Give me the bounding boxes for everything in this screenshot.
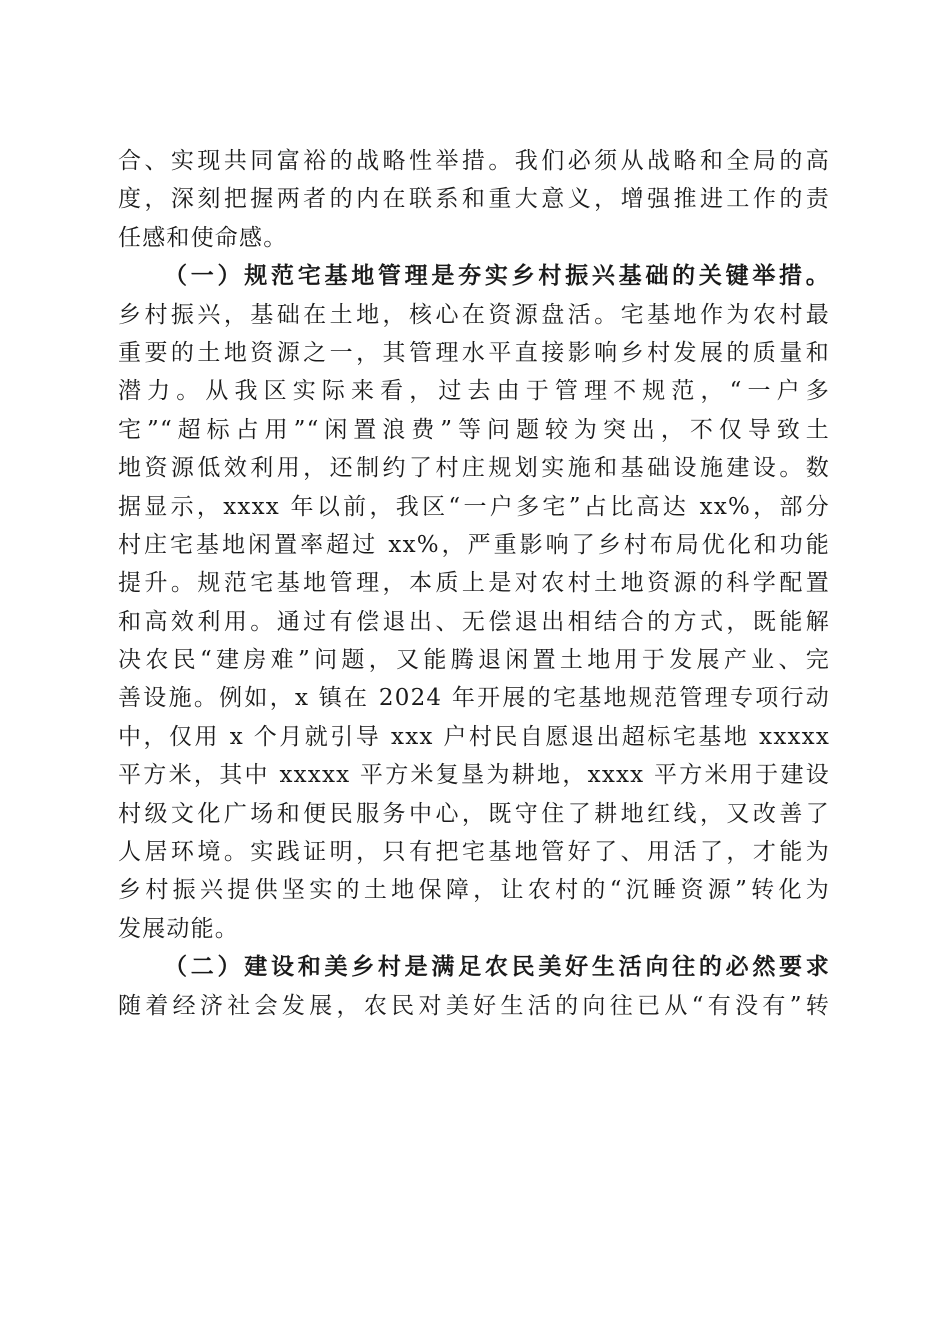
text-line: 人居环境。实践证明，只有把宅基地管好了、用活了，才能为 [118,839,830,866]
section-2-paragraph [118,948,830,1025]
text-line: 平方米，其中 xxxxx 平方米复垦为耕地，xxxx 平方米用于建设 [118,762,830,789]
text-line: 据显示，xxxx 年以前，我区“一户多宅”占比高达 xx%，部分 [118,493,830,520]
text-line: 和高效利用。通过有偿退出、无偿退出相结合的方式，既能解 [118,608,830,635]
text-line: 宅”“超标占用”“闲置浪费”等问题较为突出，不仅导致土 [118,416,830,443]
text-line: 提升。规范宅基地管理，本质上是对农村土地资源的科学配置 [118,570,830,597]
section-2-heading: （二）建设和美乡村是满足农民美好生活向往的必然要求 [164,953,830,981]
text-line: 发展动能。 [118,915,239,942]
text-line: 随着经济社会发展，农民对美好生活的向往已从“有没有”转 [118,992,830,1019]
section-1-heading: （一）规范宅基地管理是夯实乡村振兴基础的关键举措。 [164,262,830,290]
text-line: 乡村振兴，基础在土地，核心在资源盘活。宅基地作为农村最 [118,301,830,328]
text-line: 村级文化广场和便民服务中心，既守住了耕地红线，又改善了 [118,800,830,827]
text-line: 合、实现共同富裕的战略性举措。我们必须从战略和全局的高 [118,148,830,174]
text-line: 潜力。从我区实际来看，过去由于管理不规范，“一户多 [118,378,830,405]
text-line: 决农民“建房难”问题，又能腾退闲置土地用于发展产业、完 [118,647,830,674]
text-line: 村庄宅基地闲置率超过 xx%，严重影响了乡村布局优化和功能 [118,531,830,558]
text-line: 乡村振兴提供坚实的土地保障，让农村的“沉睡资源”转化为 [118,877,830,904]
text-line: 任感和使命感。 [118,224,288,251]
document-body [118,142,830,1025]
text-line: 善设施。例如，x 镇在 2024 年开展的宅基地规范管理专项行动 [118,685,830,712]
text-line: 度，深刻把握两者的内在联系和重大意义，增强推进工作的责 [118,186,830,213]
text-line: 重要的土地资源之一，其管理水平直接影响乡村发展的质量和 [118,339,830,366]
intro-paragraph [118,142,830,257]
section-1-paragraph [118,257,830,948]
text-line: 中，仅用 x 个月就引导 xxx 户村民自愿退出超标宅基地 xxxxx [118,723,830,750]
text-line: 地资源低效利用，还制约了村庄规划实施和基础设施建设。数 [118,455,830,482]
